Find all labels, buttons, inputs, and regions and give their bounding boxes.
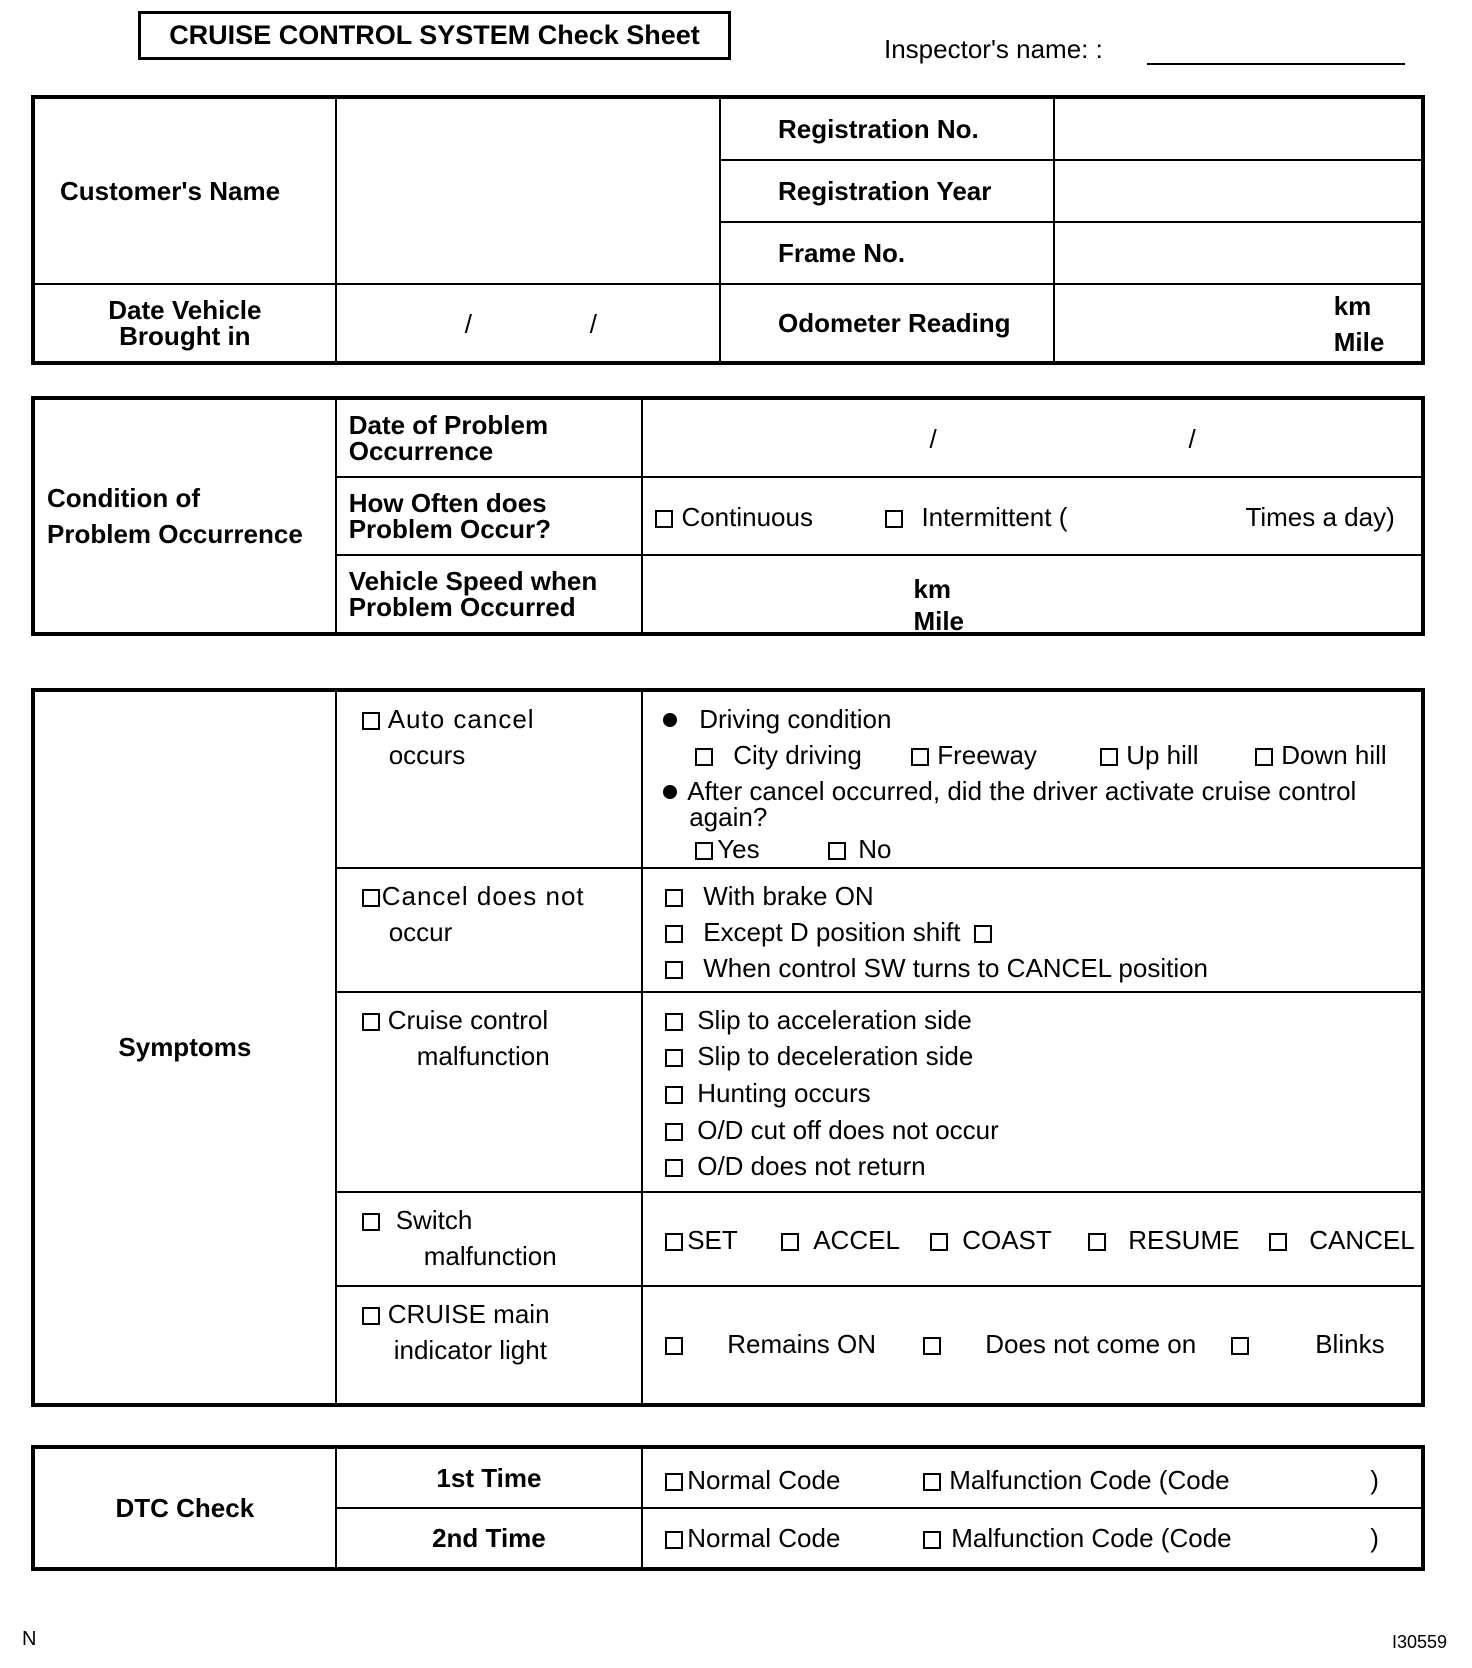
checkbox[interactable] [1255, 748, 1273, 766]
cancel-option[interactable]: CANCEL [1269, 1225, 1414, 1256]
blinks-option[interactable]: Blinks [1231, 1329, 1384, 1360]
speed-label [336, 555, 643, 633]
symptoms-label: Symptoms [34, 691, 336, 1404]
resume-option[interactable]: RESUME [1088, 1225, 1239, 1256]
speed-label-line2: Problem Occurred [348, 592, 576, 622]
checkbox[interactable] [781, 1233, 799, 1251]
times-a-day-label: Times a day) [1245, 502, 1395, 532]
checkbox[interactable] [665, 1159, 683, 1177]
checkbox[interactable] [665, 1531, 683, 1549]
odometer-field[interactable] [1054, 284, 1422, 362]
first-time-label: 1st Time [336, 1448, 643, 1508]
no-option[interactable]: No [828, 834, 891, 865]
indicator-details [642, 1286, 1422, 1404]
unit-km: km [913, 574, 952, 604]
set-option[interactable]: SET [665, 1225, 738, 1256]
condition-label-line2: Problem Occurrence [47, 519, 303, 549]
od-cutoff-option[interactable]: O/D cut off does not occur [665, 1115, 999, 1146]
frame-no-field[interactable] [1054, 222, 1422, 284]
normal-code-option[interactable]: Normal Code [665, 1465, 840, 1496]
close-paren: ) [1370, 1523, 1379, 1553]
symptoms-table [33, 690, 1423, 1405]
checkbox[interactable] [1269, 1233, 1287, 1251]
vehicle-info-table [33, 97, 1423, 363]
switch-details [642, 1192, 1422, 1286]
how-often-label [336, 477, 643, 555]
downhill-option[interactable]: Down hill [1255, 740, 1387, 771]
cancel-position-option[interactable]: When control SW turns to CANCEL position [665, 953, 1208, 984]
checkbox[interactable] [665, 1233, 683, 1251]
checkbox[interactable] [1231, 1337, 1249, 1355]
date-separator: / [1188, 424, 1196, 454]
how-often-label-line1: How Often does [348, 488, 547, 518]
speed-label-line1: Vehicle Speed when [348, 566, 598, 596]
problem-date-label-line1: Date of Problem [348, 410, 549, 440]
date-brought-in-label-line2: Brought in [119, 321, 251, 351]
hunting-option[interactable]: Hunting occurs [665, 1078, 870, 1109]
indicator-option[interactable] [336, 1286, 643, 1404]
bullet-icon [663, 713, 677, 727]
checkbox[interactable] [665, 1337, 683, 1355]
od-return-option[interactable]: O/D does not return [665, 1151, 925, 1182]
dtc-check-table [33, 1447, 1423, 1569]
registration-year-label: Registration Year [720, 160, 1054, 222]
figure-id: I30559 [1392, 1632, 1448, 1652]
unit-km: km [1333, 291, 1372, 321]
brake-on-option[interactable]: With brake ON [665, 881, 874, 912]
checkbox[interactable] [665, 889, 683, 907]
malfunction-details [642, 992, 1422, 1192]
unit-mile: Mile [1333, 327, 1385, 357]
footer-left-mark: N [22, 1628, 37, 1650]
registration-year-field[interactable] [1054, 160, 1422, 222]
checkbox[interactable] [362, 1013, 380, 1031]
how-often-options [642, 477, 1422, 555]
checkbox[interactable] [655, 510, 673, 528]
registration-no-label: Registration No. [720, 98, 1054, 160]
cancel-not-occur-details [642, 868, 1422, 992]
first-time-options [642, 1448, 1422, 1508]
driving-condition-label: Driving condition [663, 704, 891, 735]
accel-option[interactable]: ACCEL [781, 1225, 900, 1256]
auto-cancel-label-line2: occurs [388, 740, 466, 770]
unit-mile: Mile [913, 606, 965, 636]
inspector-name-field[interactable] [1147, 63, 1405, 65]
checkbox[interactable] [828, 842, 846, 860]
checkbox[interactable] [665, 1013, 683, 1031]
yes-option[interactable]: Yes [695, 834, 759, 865]
checkbox[interactable] [665, 1473, 683, 1491]
odometer-label: Odometer Reading [720, 284, 1054, 362]
checkbox[interactable] [665, 1049, 683, 1067]
malfunction-label-line2: malfunction [416, 1041, 550, 1071]
checkbox[interactable] [665, 1086, 683, 1104]
checkbox[interactable] [885, 510, 903, 528]
condition-table [33, 398, 1423, 634]
date-brought-in-label [34, 284, 336, 362]
problem-date-label-line2: Occurrence [348, 436, 494, 466]
continuous-option[interactable]: Continuous [655, 502, 813, 533]
checkbox[interactable] [1088, 1233, 1106, 1251]
auto-cancel-label: Auto cancel [362, 704, 535, 735]
normal-code-option[interactable]: Normal Code [665, 1523, 840, 1554]
checkbox[interactable] [362, 712, 380, 730]
checkbox[interactable] [665, 1123, 683, 1141]
switch-malfunction-option[interactable] [336, 1192, 643, 1286]
freeway-option[interactable]: Freeway [911, 740, 1037, 771]
except-d-shift-option[interactable]: Except D position shift [665, 917, 1000, 948]
checkbox[interactable] [695, 842, 713, 860]
dtc-check-label: DTC Check [34, 1448, 336, 1568]
bullet-icon [663, 785, 677, 799]
indicator-label: CRUISE main [362, 1299, 550, 1330]
reactivate-question-line2: again? [689, 802, 768, 832]
remains-on-option[interactable]: Remains ON [665, 1329, 876, 1360]
second-time-options [642, 1508, 1422, 1568]
how-often-label-line2: Problem Occur? [348, 514, 551, 544]
checkbox[interactable] [665, 961, 683, 979]
checkbox[interactable] [923, 1337, 941, 1355]
second-time-label: 2nd Time [336, 1508, 643, 1568]
uphill-option[interactable]: Up hill [1100, 740, 1198, 771]
cancel-not-occur-label: Cancel does not [362, 881, 585, 912]
date-separator: / [464, 309, 472, 339]
date-separator: / [589, 309, 597, 339]
customer-name-label: Customer's Name [34, 98, 336, 284]
checkbox[interactable] [362, 889, 380, 907]
inspector-name-label: Inspector's name: : [884, 34, 1103, 64]
auto-cancel-details [642, 691, 1422, 868]
switch-label-line2: malfunction [423, 1241, 557, 1271]
switch-label: Switch [362, 1205, 473, 1236]
checkbox[interactable] [923, 1473, 941, 1491]
coast-option[interactable]: COAST [930, 1225, 1052, 1256]
checkbox[interactable] [923, 1531, 941, 1549]
intermittent-option[interactable]: Intermittent ( [885, 502, 1067, 533]
frame-no-label: Frame No. [720, 222, 1054, 284]
cancel-not-occur-option[interactable] [336, 868, 643, 992]
date-separator: / [929, 424, 937, 454]
cancel-not-occur-label-line2: occur [388, 917, 453, 947]
condition-label [34, 399, 336, 633]
checkbox[interactable] [974, 925, 992, 943]
date-brought-in-label-line1: Date Vehicle [108, 295, 262, 325]
indicator-label-line2: indicator light [393, 1335, 547, 1365]
checkbox[interactable] [362, 1213, 380, 1231]
checkbox[interactable] [911, 748, 929, 766]
not-come-on-option[interactable]: Does not come on [923, 1329, 1196, 1360]
speed-field[interactable] [642, 555, 1422, 636]
problem-date-label [336, 399, 643, 477]
date-brought-in-field[interactable] [336, 284, 720, 362]
page-title: CRUISE CONTROL SYSTEM Check Sheet [138, 11, 731, 60]
checkbox[interactable] [930, 1233, 948, 1251]
checkbox[interactable] [1100, 748, 1118, 766]
reactivate-question: After cancel occurred, did the driver activate cruise control [663, 776, 1356, 807]
problem-date-field[interactable] [642, 399, 1422, 477]
customer-name-field[interactable] [336, 98, 720, 284]
registration-no-field[interactable] [1054, 98, 1422, 160]
condition-label-line1: Condition of [47, 483, 201, 513]
malfunction-code-option[interactable]: Malfunction Code (Code [923, 1465, 1229, 1496]
checkbox[interactable] [362, 1307, 380, 1325]
malfunction-option[interactable] [336, 992, 643, 1192]
malfunction-label: Cruise control [362, 1005, 548, 1036]
slip-accel-option[interactable]: Slip to acceleration side [665, 1005, 972, 1036]
checkbox[interactable] [695, 748, 713, 766]
auto-cancel-option[interactable] [336, 691, 643, 868]
city-driving-option[interactable]: City driving [695, 740, 862, 771]
close-paren: ) [1370, 1465, 1379, 1495]
checkbox[interactable] [665, 925, 683, 943]
slip-decel-option[interactable]: Slip to deceleration side [665, 1041, 973, 1072]
malfunction-code-option[interactable]: Malfunction Code (Code [923, 1523, 1231, 1554]
